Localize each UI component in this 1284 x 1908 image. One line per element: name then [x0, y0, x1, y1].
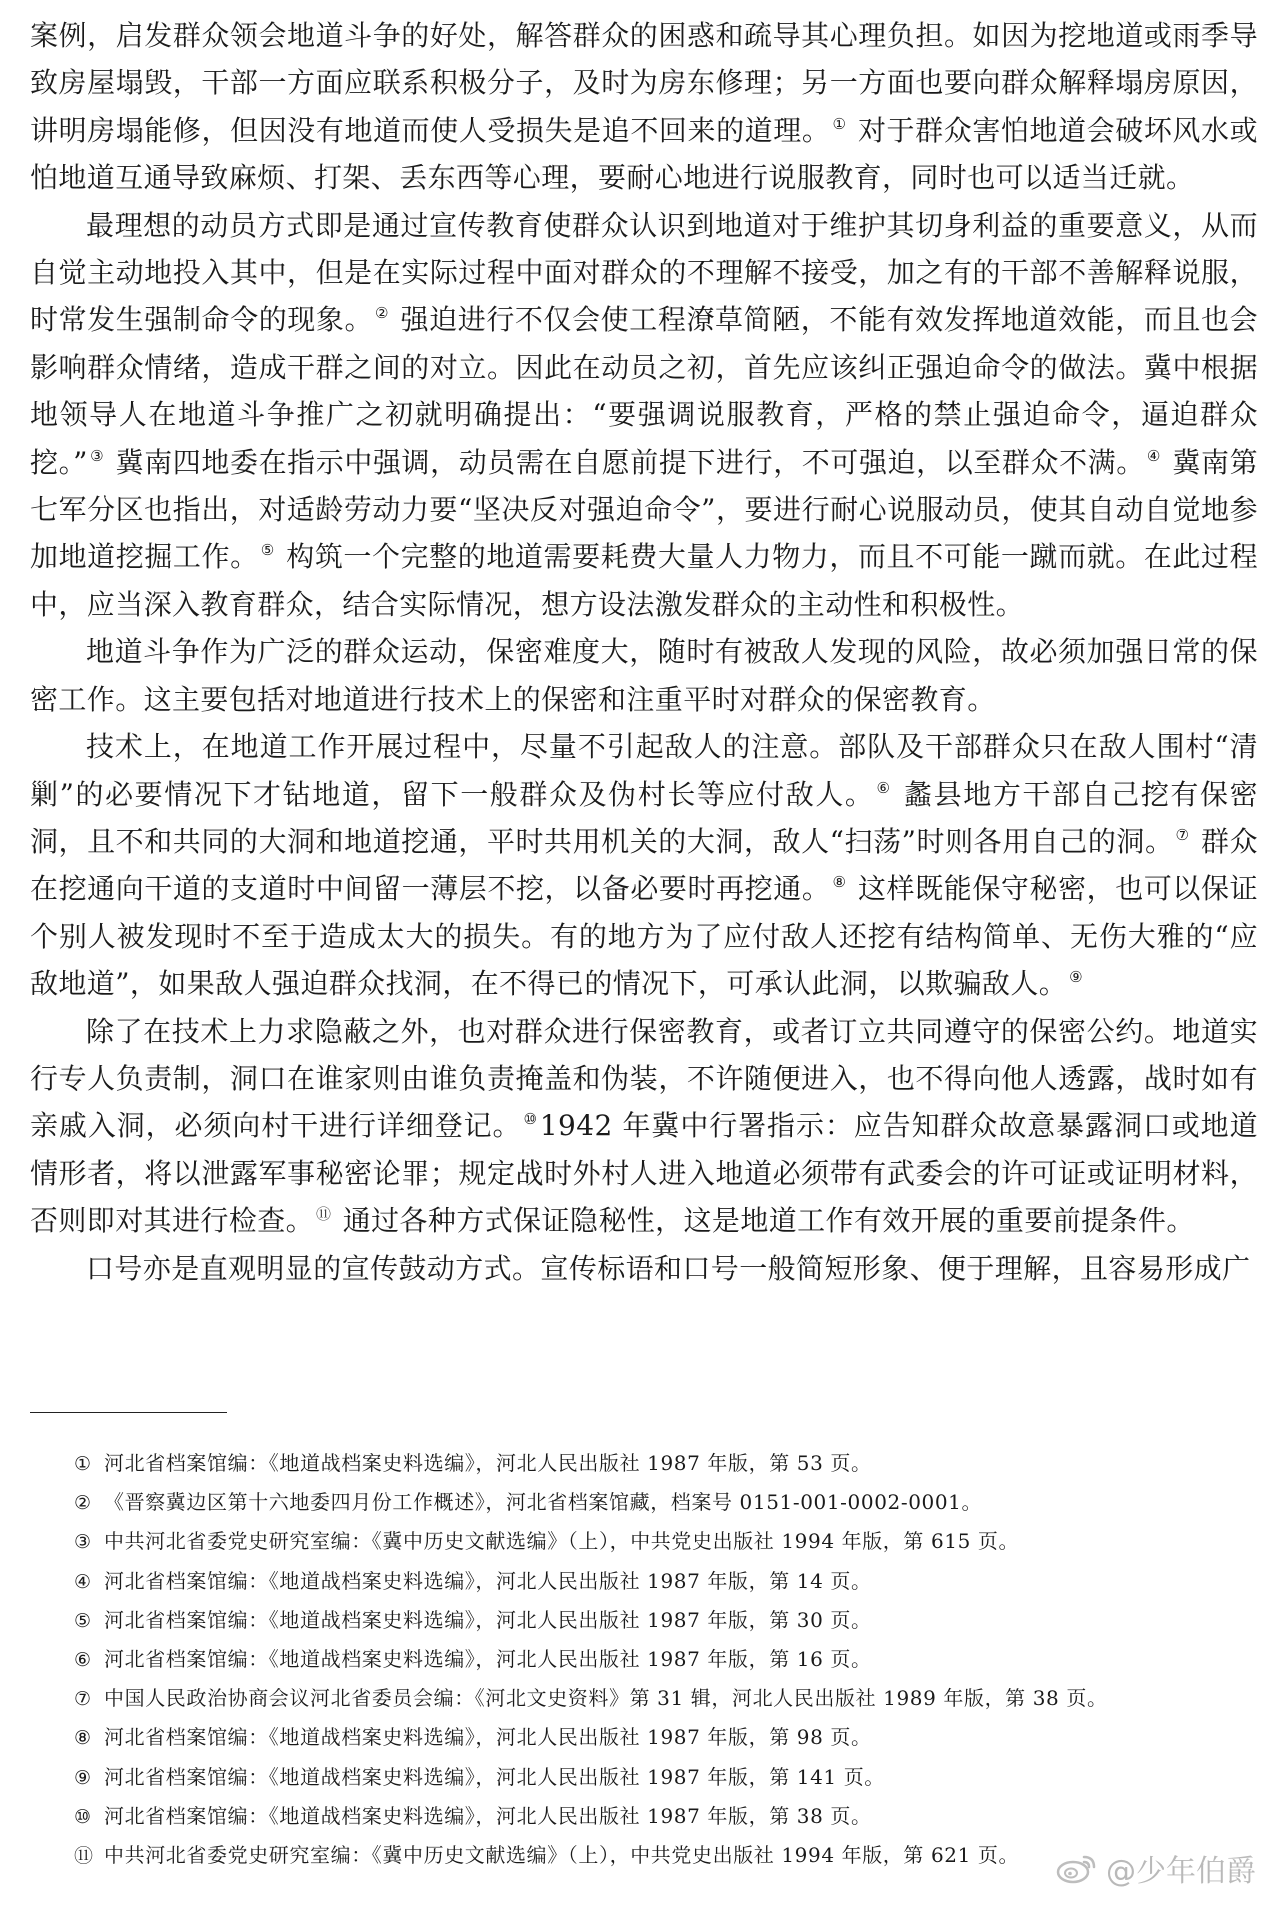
- footnote-item: [74, 1601, 1254, 1640]
- watermark-text: @少年伯爵: [1106, 1854, 1256, 1889]
- footnote-text: 河北省档案馆编：《地道战档案史料选编》，河北人民出版社 1987 年版，第 14 页。: [104, 1568, 872, 1593]
- footnote-ref[interactable]: ①: [832, 114, 847, 133]
- text-segment: 除了在技术上力求隐蔽之外，也对群众进行保密教育，或者订立共同遵守的保密公约。地道实行专人负责制，洞口在谁家则由谁负责掩盖和伪装，不许随便进入，也不得向他人透露，战时如有亲戚入洞，必须向村干进行详细登记。: [30, 1014, 1258, 1143]
- footnote-divider: [30, 1412, 227, 1413]
- paragraph: [30, 202, 1258, 629]
- weibo-icon: [1056, 1851, 1098, 1885]
- footnote-number: ⑧: [74, 1727, 92, 1750]
- footnote-text: 河北省档案馆编：《地道战档案史料选编》，河北人民出版社 1987 年版，第 16 页。: [104, 1647, 872, 1672]
- footnote-text: 河北省档案馆编：《地道战档案史料选编》，河北人民出版社 1987 年版，第 30 页。: [104, 1607, 872, 1632]
- footnote-number: ⑨: [74, 1766, 92, 1789]
- footnote-item: [74, 1718, 1254, 1757]
- paragraph: [30, 628, 1258, 723]
- footnote-text: 中国人民政治协商会议河北省委员会编：《河北文史资料》第 31 辑，河北人民出版社 1989 年版，第 38 页。: [104, 1686, 1108, 1711]
- footnote-number: ⑪: [74, 1845, 94, 1868]
- footnote-ref[interactable]: ⑩: [523, 1110, 538, 1129]
- footnote-text: 中共河北省委党史研究室编：《冀中历史文献选编》（上），中共党史出版社 1994 年版，第 615 页。: [104, 1529, 1020, 1554]
- footnote-ref[interactable]: ⑤: [260, 541, 275, 560]
- footnote-text: 中共河北省委党史研究室编：《冀中历史文献选编》（上），中共党史出版社 1994 年版，第 621 页。: [104, 1843, 1020, 1868]
- footnote-ref[interactable]: ⑪: [316, 1205, 332, 1224]
- footnote-ref[interactable]: ⑦: [1175, 825, 1190, 844]
- paragraph: [30, 12, 1258, 202]
- footnote-item: [74, 1562, 1254, 1601]
- footnote-number: ③: [74, 1531, 92, 1554]
- text-segment: 这样既能保守秘密，也可以保证个别人被发现时不至于造成太大的损失。有的地方为了应付敌人还挖有结构简单、无伤大雅的“应敌地道”，如果敌人强迫群众找洞，在不得已的情况下，可承认此洞，以欺骗敌人。: [30, 872, 1258, 1001]
- footnote-item: [74, 1444, 1254, 1483]
- footnote-ref[interactable]: ⑧: [832, 873, 847, 892]
- text-segment: 地道斗争作为广泛的群众运动，保密难度大，随时有被敌人发现的风险，故必须加强日常的保密工作。这主要包括对地道进行技术上的保密和注重平时对群众的保密教育。: [30, 635, 1258, 716]
- text-segment: 1942 年冀中行署指示：应告知群众故意暴露洞口或地道情形者，将以泄露军事秘密论罪；规定战时外村人进入地道必须带有武委会的许可证或证明材料，否则即对其进行检查。: [30, 1109, 1258, 1238]
- watermark: [1056, 1846, 1256, 1890]
- footnote-text: 河北省档案馆编：《地道战档案史料选编》，河北人民出版社 1987 年版，第 98 页。: [104, 1725, 872, 1750]
- footnote-item: [74, 1797, 1254, 1836]
- text-segment: 技术上，在地道工作开展过程中，尽量不引起敌人的注意。部队及干部群众只在敌人围村“清剿”的必要情况下才钻地道，留下一般群众及伪村长等应付敌人。: [30, 730, 1258, 811]
- footnote-ref[interactable]: ③: [89, 446, 105, 465]
- paragraph: [30, 1008, 1258, 1245]
- text-segment: 群众在挖通向干道的支道时中间留一薄层不挖，以备必要时再挖通。: [30, 824, 1258, 906]
- footnote-item: [74, 1640, 1254, 1679]
- footnote-ref[interactable]: ⑨: [1069, 968, 1083, 987]
- paragraph: [30, 723, 1258, 1007]
- paragraph: [30, 1245, 1258, 1292]
- text-segment: 构筑一个完整的地道需要耗费大量人力物力，而且不可能一蹴而就。在此过程中，应当深入教育群众，结合实际情况，想方设法激发群众的主动性和积极性。: [30, 540, 1259, 621]
- footnote-number: ①: [74, 1453, 92, 1475]
- footnote-list: [74, 1444, 1254, 1875]
- footnote-ref[interactable]: ⑥: [876, 778, 892, 797]
- footnote-number: ⑦: [74, 1688, 92, 1711]
- text-segment: 蠡县地方干部自己挖有保密洞，且不和共同的大洞和地道挖通，平时共用机关的大洞，敌人“扫荡”时则各用自己的洞。: [30, 777, 1258, 858]
- text-segment: 冀南四地委在指示中强调，动员需在自愿前提下进行，不可强迫，以至群众不满。: [106, 445, 1145, 479]
- footnote-number: ⑥: [74, 1649, 92, 1672]
- footnote-text: 河北省档案馆编：《地道战档案史料选编》，河北人民出版社 1987 年版，第 38 页。: [104, 1803, 872, 1828]
- footnote-text: 河北省档案馆编：《地道战档案史料选编》，河北人民出版社 1987 年版，第 141 页。: [104, 1764, 885, 1789]
- text-segment: 最理想的动员方式即是通过宣传教育使群众认识到地道对于维护其切身利益的重要意义，从而自觉主动地投入其中，但是在实际过程中面对群众的不理解不接受，加之有的干部不善解释说服，时常发生强制命令的现象。: [30, 208, 1258, 337]
- footnote-number: ⑩: [74, 1805, 92, 1828]
- text-segment: 案例，启发群众领会地道斗争的好处，解答群众的困惑和疏导其心理负担。如因为挖地道或雨季导致房屋塌毁，干部一方面应联系积极分子，及时为房东修理；另一方面也要向群众解释塌房原因，讲明房塌能修，但因没有地道而使人受损失是追不回来的道理。: [30, 19, 1258, 147]
- footnote-item: [74, 1522, 1254, 1561]
- footnote-number: ④: [74, 1570, 92, 1593]
- footnote-ref[interactable]: ②: [375, 304, 390, 323]
- text-segment: 强迫进行不仅会使工程潦草简陋，不能有效发挥地道效能，而且也会影响群众情绪，造成干群之间的对立。因此在动员之初，首先应该纠正强迫命令的做法。冀中根据地领导人在地道斗争推广之初就明确提出：“要强调说服教育，严格的禁止强迫命令，逼迫群众挖。”: [30, 303, 1258, 479]
- text-segment: 冀南第七军分区也指出，对适龄劳动力要“坚决反对强迫命令”，要进行耐心说服动员，使其自动自觉地参加地道挖掘工作。: [30, 445, 1258, 574]
- body-text: [30, 12, 1258, 1292]
- text-segment: 口号亦是直观明显的宣传鼓动方式。宣传标语和口号一般简短形象、便于理解，且容易形成广: [86, 1251, 1251, 1285]
- footnote-item: [74, 1758, 1254, 1797]
- footnote-text: 《晋察冀边区第十六地委四月份工作概述》，河北省档案馆藏，档案号 0151-001-0002-0001。: [104, 1490, 983, 1515]
- footnote-item: [74, 1679, 1254, 1718]
- footnote-ref[interactable]: ④: [1146, 446, 1161, 465]
- footnote-item: [74, 1483, 1254, 1522]
- footnote-number: ②: [74, 1492, 92, 1515]
- footnote-text: 河北省档案馆编：《地道战档案史料选编》，河北人民出版社 1987 年版，第 53 页。: [104, 1451, 872, 1475]
- footnote-number: ⑤: [74, 1609, 92, 1632]
- text-segment: 通过各种方式保证隐秘性，这是地道工作有效开展的重要前提条件。: [333, 1204, 1195, 1238]
- text-segment: 对于群众害怕地道会破坏风水或怕地道互通导致麻烦、打架、丢东西等心理，要耐心地进行说服教育，同时也可以适当迁就。: [30, 113, 1258, 195]
